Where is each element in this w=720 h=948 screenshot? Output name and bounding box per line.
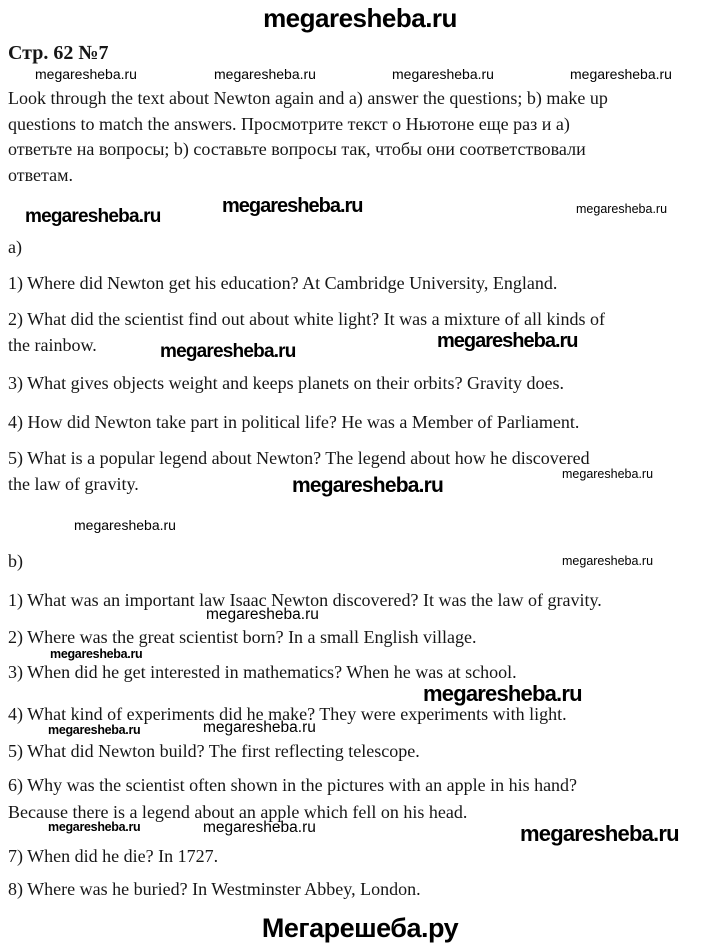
question-b5 — [8, 738, 420, 764]
watermark-text: megaresheba.ru — [576, 202, 668, 216]
question-line: 7) When did he die? In 1727. — [8, 846, 219, 866]
task-line: questions to match the answers. Просмотрите текст о Ньютоне еще раз и а) — [8, 113, 570, 134]
watermark-text: megaresheba.ru — [48, 820, 141, 834]
watermark-text: megaresheba.ru — [292, 474, 444, 497]
question-line: 1) Where did Newton get his education? At Cambridge University, England. — [8, 273, 558, 293]
section-b-label: b) — [8, 551, 23, 571]
question-a1 — [8, 270, 557, 296]
question-line: 3) When did he get interested in mathematics? When he was at school. — [8, 662, 517, 682]
question-line: 5) What is a popular legend about Newton? The legend about how he discovered — [8, 448, 590, 468]
watermark-text: megaresheba.ru — [48, 723, 141, 737]
site-header-logo: megaresheba.ru — [263, 3, 457, 33]
question-line: Because there is a legend about an apple which fell on his head. — [8, 802, 468, 822]
watermark-text: megaresheba.ru — [25, 206, 161, 227]
watermark-text: megaresheba.ru — [50, 647, 143, 661]
watermark-text: megaresheba.ru — [206, 606, 319, 623]
question-line: the rainbow. — [8, 335, 97, 355]
watermark-text: megaresheba.ru — [74, 517, 176, 533]
watermark-text: megaresheba.ru — [562, 554, 654, 568]
watermark-text: megaresheba.ru — [520, 821, 679, 846]
watermark-text: megaresheba.ru — [214, 66, 316, 82]
question-line: 8) Where was he buried? In Westminster Abbey, London. — [8, 879, 421, 899]
question-line: 5) What did Newton build? The first reflecting telescope. — [8, 741, 420, 761]
watermark-text: megaresheba.ru — [203, 719, 316, 736]
question-b7 — [8, 843, 218, 869]
question-line: 4) How did Newton take part in political life? He was a Member of Parliament. — [8, 412, 580, 432]
watermark-text: megaresheba.ru — [392, 66, 494, 82]
question-line: 1) What was an important law Isaac Newton discovered? It was the law of gravity. — [8, 590, 602, 610]
watermark-text: megaresheba.ru — [222, 195, 363, 217]
task-line: ответам. — [8, 164, 73, 185]
watermark-text: megaresheba.ru — [423, 681, 582, 706]
question-a3 — [8, 370, 564, 396]
question-line: 6) Why was the scientist often shown in the pictures with an apple in his hand? — [8, 775, 578, 795]
watermark-text: megaresheba.ru — [160, 341, 296, 362]
watermark-text: megaresheba.ru — [562, 467, 654, 481]
page-title: Стр. 62 №7 — [8, 42, 109, 64]
task-instruction — [8, 86, 608, 188]
watermark-text: megaresheba.ru — [203, 819, 316, 836]
section-a-label: a) — [8, 237, 22, 257]
question-line: 4) What kind of experiments did he make? They were experiments with light. — [8, 704, 567, 724]
watermark-text: megaresheba.ru — [570, 66, 672, 82]
question-line: the law of gravity. — [8, 474, 139, 494]
question-b6 — [8, 772, 577, 826]
question-line: 2) What did the scientist find out about white light? It was a mixture of all kinds of — [8, 309, 606, 329]
task-line: Look through the text about Newton again and a) answer the questions; b) make up — [8, 88, 608, 108]
question-a4 — [8, 409, 579, 435]
watermark-text: megaresheba.ru — [437, 330, 578, 352]
question-line: 3) What gives objects weight and keeps planets on their orbits? Gravity does. — [8, 373, 565, 393]
site-footer-logo: Мегарешеба.ру — [261, 913, 459, 943]
question-line: 2) Where was the great scientist born? In a small English village. — [8, 627, 477, 647]
task-line: ответьте на вопросы; b) составьте вопросы так, чтобы они соответствовали — [8, 139, 586, 159]
question-b8 — [8, 876, 421, 902]
watermark-text: megaresheba.ru — [35, 66, 137, 82]
